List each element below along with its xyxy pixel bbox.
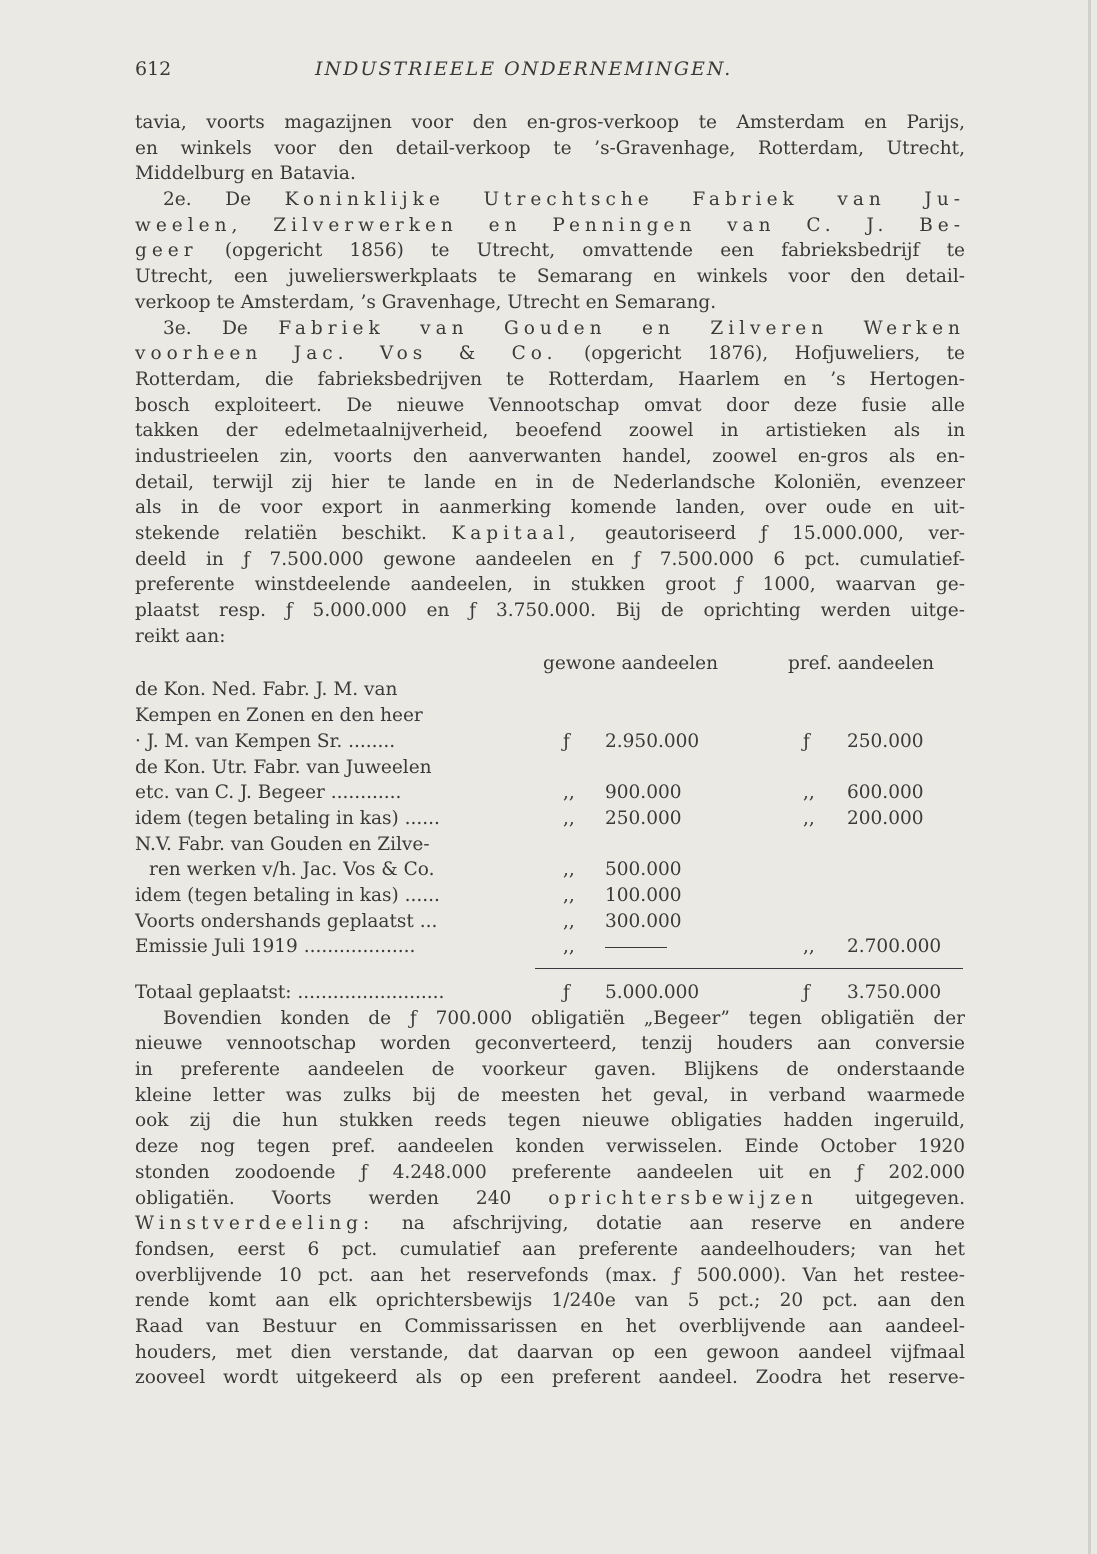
table-row: de Kon. Utr. Fabr. van Juweelen: [135, 756, 432, 778]
text-line: industrieelen zin, voorts den aanverwanten handel, zoowel en-gros als en-: [135, 445, 965, 467]
text-line: houders, met dien verstande, dat daarvan op een gewoon aandeel vijfmaal: [135, 1341, 965, 1363]
text-line: als in de voor export in aanmerking komende landen, over oude en uit-: [135, 497, 965, 519]
text-line: in preferente aandeelen de voorkeur gaven. Blijkens de onderstaande: [135, 1059, 965, 1081]
text-line: Middelburg en Batavia.: [135, 163, 356, 185]
dash-rule: [605, 947, 667, 948]
text-line: detail, terwijl zij hier te lande en in de Nederlandsche Koloniën, evenzeer: [135, 471, 965, 493]
text-line: 3e. De Fabriek van Gouden en Zilveren Werken: [163, 317, 965, 339]
page-header: [135, 58, 965, 88]
text-line: Rotterdam, die fabrieksbedrijven te Rotterdam, Haarlem en ’s Hertogen-: [135, 368, 965, 390]
text-line: reikt aan:: [135, 625, 226, 647]
table-row: Emissie Juli 1919 ................... ,, ,, 2.700.000: [135, 936, 942, 958]
text-line: deeld in ƒ 7.500.000 gewone aandeelen en ƒ 7.500.000 6 pct. cumulatief-: [135, 548, 965, 570]
text-line: Winstverdeeling: na afschrijving, dotatie aan reserve en andere: [135, 1213, 965, 1235]
table-row: idem (tegen betaling in kas) ...... ,, 250.000 ,, 200.000: [135, 807, 924, 829]
text-line: obligatiën. Voorts werden 240 oprichtersbewijzen uitgegeven.: [135, 1187, 965, 1209]
text-line: preferente winstdeelende aandeelen, in stukken groot ƒ 1000, waarvan ge-: [135, 574, 965, 596]
text-line: rende komt aan elk oprichtersbewijs 1/240e van 5 pct.; 20 pct. aan den: [135, 1290, 965, 1312]
col-header-pref: pref. aandeelen: [788, 653, 935, 675]
text-line: Bovendien konden de ƒ 700.000 obligatiën „Begeer” tegen obligatiën der: [163, 1007, 965, 1029]
text-line: zooveel wordt uitgekeerd als op een preferent aandeel. Zoodra het reserve-: [135, 1367, 965, 1389]
text-line: fondsen, eerst 6 pct. cumulatief aan preferente aandeelhouders; van het: [135, 1238, 965, 1260]
text-line: weelen, Zilverwerken en Penningen van C. J. Be-: [135, 214, 965, 236]
text-line: nieuwe vennootschap worden geconverteerd, tenzij houders aan conversie: [135, 1033, 965, 1055]
body-text: [135, 110, 965, 1391]
text-line: voorheen Jac. Vos & Co. (opgericht 1876), Hofjuweliers, te: [135, 343, 965, 365]
table-row: etc. van C. J. Begeer ............ ,, 900.000 ,, 600.000: [135, 782, 924, 804]
text-line: bosch exploiteert. De nieuwe Vennootschap omvat door deze fusie alle: [135, 394, 965, 416]
sum-rule: [135, 960, 965, 980]
page-number: 612: [135, 58, 172, 80]
table-row: idem (tegen betaling in kas) ...... ,, 100.000: [135, 884, 682, 906]
text-line: verkoop te Amsterdam, ’s Gravenhage, Utrecht en Semarang.: [135, 291, 717, 313]
table-row: · J. M. van Kempen Sr. ........ ƒ 2.950.000 ƒ 250.000: [135, 730, 924, 752]
table-header: [135, 649, 965, 677]
text-line: Raad van Bestuur en Commissarissen en het overblijvende aan aandeel-: [135, 1315, 965, 1337]
text-line: stekende relatiën beschikt. Kapitaal, geautoriseerd ƒ 15.000.000, ver-: [135, 523, 965, 544]
col-header-gewone: gewone aandeelen: [543, 653, 719, 675]
text-line: ook zij die hun stukken reeds tegen nieuwe obligaties hadden ingeruild,: [135, 1110, 965, 1132]
text-line: deze nog tegen pref. aandeelen konden verwisselen. Einde October 1920: [135, 1136, 965, 1158]
text-line: 2e. De Koninklijke Utrechtsche Fabriek van Ju-: [163, 189, 965, 211]
text-line: Utrecht, een juwelierswerkplaats te Semarang en winkels voor den detail-: [135, 266, 965, 288]
spaced-name: Fabriek van Gouden en Zilveren Werken: [278, 317, 965, 339]
table-total-row: Totaal geplaatst: ......................... ƒ 5.000.000 ƒ 3.750.000: [135, 982, 942, 1003]
page-edge: [1088, 0, 1091, 1554]
text-line: takken der edelmetaalnijverheid, beoefend zoowel in artistieken als in: [135, 420, 965, 442]
text-line: kleine letter was zulks bij de meesten het geval, in verband waarmede: [135, 1084, 965, 1106]
table-row: ren werken v/h. Jac. Vos & Co. ,, 500.000: [149, 859, 682, 881]
text-line: geer (opgericht 1856) te Utrecht, omvattende een fabrieksbedrijf te: [135, 240, 965, 262]
text-line: plaatst resp. ƒ 5.000.000 en ƒ 3.750.000. Bij de oprichting werden uitge-: [135, 600, 965, 622]
text-line: stonden zoodoende ƒ 4.248.000 preferente aandeelen uit en ƒ 202.000: [135, 1161, 965, 1183]
spaced-name: Koninklijke Utrechtsche Fabriek van Ju-: [284, 189, 965, 211]
table-row: N.V. Fabr. van Gouden en Zilve-: [135, 833, 430, 855]
text-line: overblijvende 10 pct. aan het reservefonds (max. ƒ 500.000). Van het restee-: [135, 1264, 965, 1286]
running-title: INDUSTRIEELE ONDERNEMINGEN.: [315, 58, 733, 80]
text-line: en winkels voor den detail-verkoop te ’s-Gravenhage, Rotterdam, Utrecht,: [135, 137, 965, 159]
text-line: tavia, voorts magazijnen voor den en-gros-verkoop te Amsterdam en Parijs,: [135, 112, 965, 133]
table-row: Voorts ondershands geplaatst ... ,, 300.000: [135, 910, 682, 932]
table-row: de Kon. Ned. Fabr. J. M. van: [135, 679, 398, 701]
table-row: Kempen en Zonen en den heer: [135, 705, 423, 727]
